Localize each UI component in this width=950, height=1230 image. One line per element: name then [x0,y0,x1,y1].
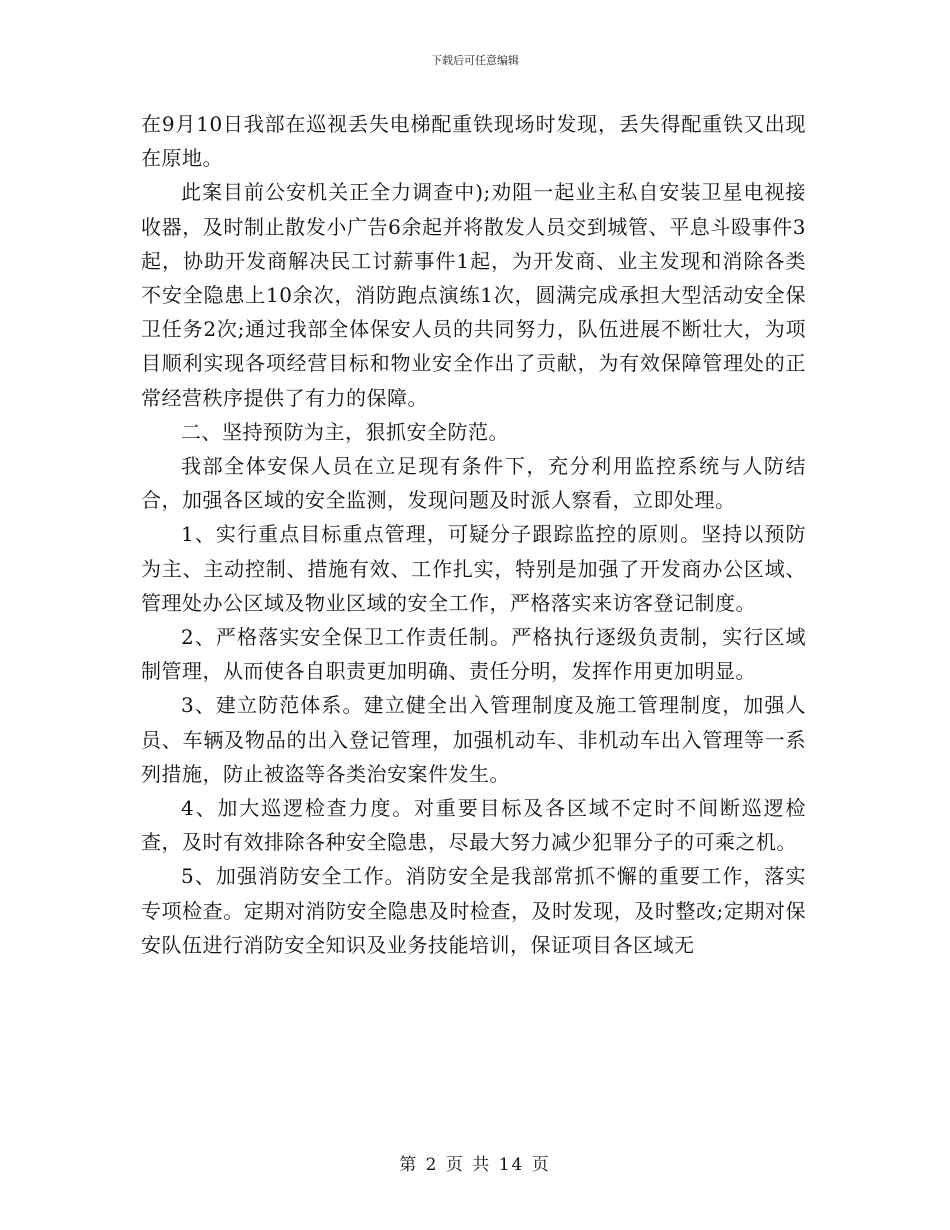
page-number-footer: 第 2 页 共 14 页 [399,1155,551,1175]
header-note: 下载后可任意编辑 [431,54,519,67]
list-item: 1、实行重点目标重点管理，可疑分子跟踪监控的原则。坚持以预防为主、主动控制、措施有效、工作扎实，特别是加强了开发商办公区域、管理处办公区域及物业区域的安全工作，严格落实来访客登记制度。 [141,522,806,615]
list-item: 2、严格落实安全保卫工作责任制。严格执行逐级负责制，实行区域制管理，从而使各自职责更加明确、责任分明，发挥作用更加明显。 [141,625,806,684]
list-item: 4、加大巡逻检查力度。对重要目标及各区域不定时不间断巡逻检查，及时有效排除各种安全隐患，尽最大努力减少犯罪分子的可乘之机。 [141,796,806,855]
paragraph: 此案目前公安机关正全力调查中);劝阻一起业主私自安装卫星电视接收器，及时制止散发小广告6余起并将散发人员交到城管、平息斗殴事件3起，协助开发商解决民工讨薪事件1起，为开发商、业主发现和消除各类不安全隐患上10余次，消防跑点演练1次，圆满完成承担大型活动安全保卫任务2次;通过我部全体保安人员的共同努力，队伍进展不断壮大，为项目顺利实现各项经营目标和物业安全作出了贡献，为有效保障管理处的正常经营秩序提供了有力的保障。 [141,180,806,410]
paragraph: 在9月10日我部在巡视丢失电梯配重铁现场时发现，丢失得配重铁又出现在原地。 [141,112,806,171]
paragraph: 我部全体安保人员在立足现有条件下，充分利用监控系统与人防结合，加强各区域的安全监测，发现问题及时派人察看，立即处理。 [141,454,806,513]
list-item: 5、加强消防安全工作。消防安全是我部常抓不懈的重要工作，落实专项检查。定期对消防安全隐患及时检查，及时发现，及时整改;定期对保安队伍进行消防安全知识及业务技能培训，保证项目各区域无 [141,864,806,957]
list-item: 3、建立防范体系。建立健全出入管理制度及施工管理制度，加强人员、车辆及物品的出入登记管理，加强机动车、非机动车出入管理等一系列措施，防止被盗等各类治安案件发生。 [141,693,806,786]
section-heading: 二、坚持预防为主，狠抓安全防范。 [181,419,509,444]
document-body [141,107,806,962]
